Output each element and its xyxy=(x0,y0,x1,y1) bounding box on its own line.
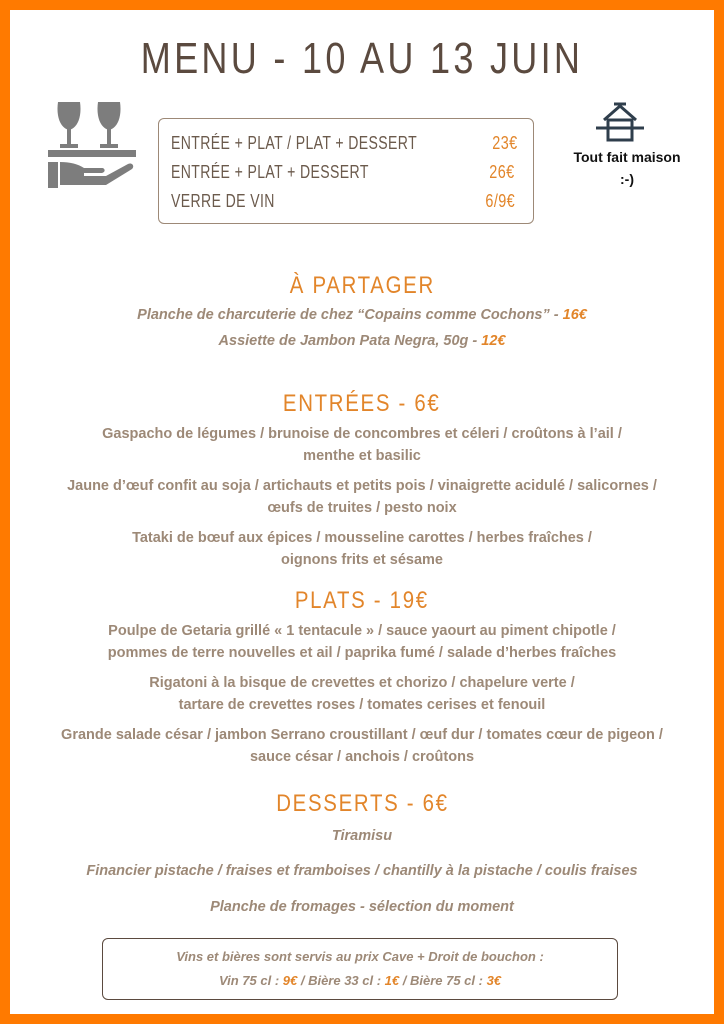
entree-line: menthe et basilic xyxy=(303,448,421,464)
plat-line: Rigatoni à la bisque de crevettes et chorizo / chapelure verte / xyxy=(149,675,575,691)
formula-row xyxy=(171,187,515,216)
entree-line: Gaspacho de légumes / brunoise de concombres et céleri / croûtons à l’ail / xyxy=(102,426,622,442)
drinks-note-line-2: Vin 75 cl : 9€ / Bière 33 cl : 1€ / Bière 75 cl : 3€ xyxy=(218,973,502,988)
dessert-line: Tiramisu xyxy=(331,828,393,844)
dessert-line: Planche de fromages - sélection du moment xyxy=(210,899,514,915)
section-title-entrees: ENTRÉES - 6€ xyxy=(283,390,441,417)
plat-line: sauce césar / anchois / croûtons xyxy=(249,749,475,765)
section-title-plats: PLATS - 19€ xyxy=(295,587,429,614)
formula-label: ENTRÉE + PLAT + DESSERT xyxy=(171,162,369,182)
formula-price: 23€ xyxy=(492,133,518,153)
formula-price: 6/9€ xyxy=(485,191,515,211)
drinks-note-line-1: Vins et bières sont servis au prix Cave + Droit de bouchon : xyxy=(176,949,544,964)
entree-line: Jaune d’œuf confit au soja / artichauts et petits pois / vinaigrette acidulé / salicornes / xyxy=(67,478,657,494)
dessert-line: Financier pistache / fraises et framboises / chantilly à la pistache / coulis fraises xyxy=(86,863,638,879)
homemade-line-2: :-) xyxy=(620,171,634,187)
formula-label: VERRE DE VIN xyxy=(171,191,275,211)
formula-row xyxy=(171,158,515,187)
formula-price: 26€ xyxy=(489,162,515,182)
entree-line: oignons frits et sésame xyxy=(281,552,443,568)
plat-line: Poulpe de Getaria grillé « 1 tentacule » / sauce yaourt au piment chipotle / xyxy=(108,623,616,639)
house-icon xyxy=(594,100,646,144)
drinks-note-box xyxy=(102,938,618,1000)
page-title: MENU - 10 AU 13 JUIN xyxy=(140,34,584,83)
formula-price-box xyxy=(158,118,534,224)
wine-glasses-serving-icon xyxy=(46,100,138,192)
menu-page xyxy=(10,10,714,1014)
formula-row xyxy=(171,129,518,158)
entree-line: Tataki de bœuf aux épices / mousseline carottes / herbes fraîches / xyxy=(132,530,592,546)
entree-line: œufs de truites / pesto noix xyxy=(267,500,457,516)
plat-line: tartare de crevettes roses / tomates cerises et fenouil xyxy=(178,697,546,713)
section-title-partager: À PARTAGER xyxy=(289,272,435,299)
plat-line: pommes de terre nouvelles et ail / paprika fumé / salade d’herbes fraîches xyxy=(107,645,617,661)
partager-item: Assiette de Jambon Pata Negra, 50g - 12€ xyxy=(218,333,506,349)
item-price: 16€ xyxy=(562,307,587,323)
homemade-line-1: Tout fait maison xyxy=(573,149,681,165)
partager-item: Planche de charcuterie de chez “Copains comme Cochons” - 16€ xyxy=(137,307,587,323)
plat-line: Grande salade césar / jambon Serrano croustillant / œuf dur / tomates cœur de pigeon / xyxy=(61,727,663,743)
item-price: 12€ xyxy=(481,333,506,349)
section-title-desserts: DESSERTS - 6€ xyxy=(275,790,449,817)
formula-label: ENTRÉE + PLAT / PLAT + DESSERT xyxy=(171,133,418,153)
homemade-note xyxy=(552,146,702,190)
